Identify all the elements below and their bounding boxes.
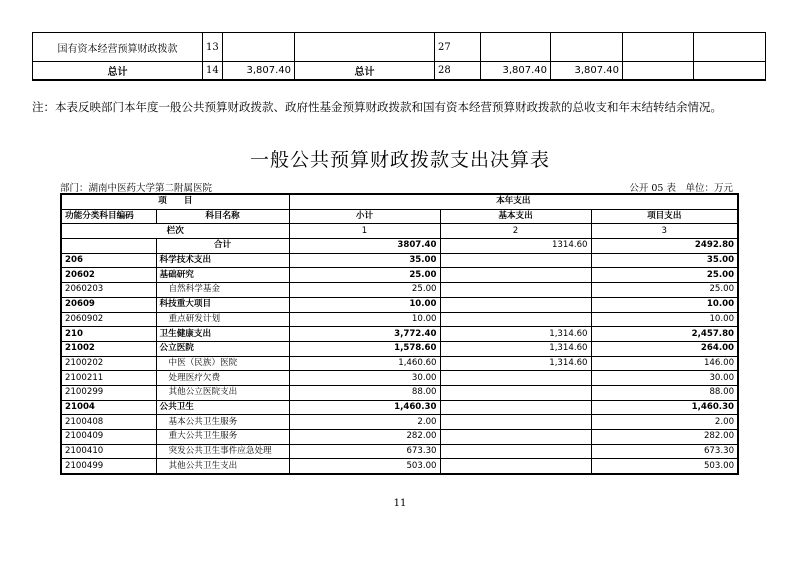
code-cell: 20609 [61, 297, 156, 312]
name-cell: 基础研究 [156, 268, 289, 283]
amount-cell [223, 33, 295, 62]
name-cell: 其他公立医院支出 [156, 385, 289, 400]
subtotal-cell: 35.00 [289, 253, 440, 268]
basic-cell [440, 268, 591, 283]
basic-cell [440, 371, 591, 386]
name-cell: 科技重大项目 [156, 297, 289, 312]
subtotal-cell: 2.00 [289, 415, 440, 430]
subtotal-cell: 503.00 [289, 459, 440, 474]
subtotal-cell: 3807.40 [289, 239, 440, 254]
header-row [61, 194, 738, 209]
department-label: 部门：湖南中医药大学第二附属医院 [60, 183, 213, 194]
table-row [61, 283, 738, 298]
subtotal-cell: 30.00 [289, 371, 440, 386]
project-cell: 2,457.80 [591, 327, 738, 342]
table-row [61, 459, 738, 474]
project-cell: 25.00 [591, 268, 738, 283]
subtotal-cell: 1,578.60 [289, 341, 440, 356]
project-cell: 146.00 [591, 356, 738, 371]
line-number: 28 [435, 62, 481, 81]
project-cell: 503.00 [591, 459, 738, 474]
table-row [61, 312, 738, 327]
line-number: 14 [203, 62, 223, 81]
table-row [61, 444, 738, 459]
basic-cell [440, 312, 591, 327]
code-cell: 21004 [61, 400, 156, 415]
total-label: 总计 [33, 62, 203, 81]
project-cell: 10.00 [591, 297, 738, 312]
empty-cell [623, 33, 694, 62]
code-cell: 2100410 [61, 444, 156, 459]
subtotal-cell: 3,772.40 [289, 327, 440, 342]
amount-cell: 3,807.40 [551, 62, 623, 81]
table-note: 注：本表反映部门本年度一般公共预算财政拨款、政府性基金预算财政拨款和国有资本经营预算财政拨款的总收支和年末结转结余情况。 [32, 100, 722, 114]
empty-cell [481, 33, 551, 62]
code-cell: 2100211 [61, 371, 156, 386]
subtotal-cell: 88.00 [289, 385, 440, 400]
code-cell: 2100409 [61, 430, 156, 445]
code-cell: 2100202 [61, 356, 156, 371]
project-cell: 88.00 [591, 385, 738, 400]
subtotal-cell: 1,460.60 [289, 356, 440, 371]
code-cell: 2100299 [61, 385, 156, 400]
table-row [61, 253, 738, 268]
basic-cell: 1,314.60 [440, 356, 591, 371]
code-cell: 2060902 [61, 312, 156, 327]
basic-cell [440, 459, 591, 474]
subtotal-cell: 10.00 [289, 297, 440, 312]
code-cell: 206 [61, 253, 156, 268]
table-row [61, 430, 738, 445]
name-cell: 公共卫生 [156, 400, 289, 415]
name-cell: 处理医疗欠费 [156, 371, 289, 386]
basic-cell [440, 283, 591, 298]
code-header: 功能分类科目编码 [61, 209, 156, 224]
project-cell: 30.00 [591, 371, 738, 386]
empty-cell [551, 33, 623, 62]
name-cell: 卫生健康支出 [156, 327, 289, 342]
column-number: 1 [289, 224, 440, 239]
project-cell: 2.00 [591, 415, 738, 430]
code-cell [61, 239, 156, 254]
continued-summary-table [32, 32, 766, 81]
column-number: 2 [440, 224, 591, 239]
code-cell: 2060203 [61, 283, 156, 298]
line-number: 13 [203, 33, 223, 62]
subtotal-cell: 10.00 [289, 312, 440, 327]
page-number: 11 [393, 498, 407, 509]
project-cell: 1,460.30 [591, 400, 738, 415]
project-cell: 264.00 [591, 341, 738, 356]
basic-cell: 1314.60 [440, 239, 591, 254]
item-header: 项 目 [61, 194, 289, 209]
project-header: 项目支出 [591, 209, 738, 224]
basic-cell [440, 400, 591, 415]
table-row [61, 341, 738, 356]
table-row [33, 62, 766, 81]
table-row [61, 356, 738, 371]
basic-cell [440, 430, 591, 445]
this-year-header: 本年支出 [289, 194, 738, 209]
table-row [61, 415, 738, 430]
basic-cell [440, 297, 591, 312]
subtotal-header: 小计 [289, 209, 440, 224]
line-number: 27 [435, 33, 481, 62]
table-row [61, 371, 738, 386]
table-row [61, 297, 738, 312]
empty-cell [694, 62, 766, 81]
name-cell: 其他公共卫生支出 [156, 459, 289, 474]
empty-cell [295, 33, 435, 62]
name-cell: 基本公共卫生服务 [156, 415, 289, 430]
project-cell: 2492.80 [591, 239, 738, 254]
subtotal-cell: 25.00 [289, 268, 440, 283]
table-row [33, 33, 766, 62]
basic-cell: 1,314.60 [440, 341, 591, 356]
header-row [61, 209, 738, 224]
name-header: 科目名称 [156, 209, 289, 224]
name-cell: 合计 [156, 239, 289, 254]
basic-header: 基本支出 [440, 209, 591, 224]
name-cell: 突发公共卫生事件应急处理 [156, 444, 289, 459]
name-cell: 科学技术支出 [156, 253, 289, 268]
name-cell: 公立医院 [156, 341, 289, 356]
code-cell: 20602 [61, 268, 156, 283]
form-unit-label: 公开 05 表 单位：万元 [629, 183, 733, 194]
subtotal-cell: 25.00 [289, 283, 440, 298]
name-cell: 重大公共卫生服务 [156, 430, 289, 445]
project-cell: 25.00 [591, 283, 738, 298]
name-cell: 自然科学基金 [156, 283, 289, 298]
table-row [61, 239, 738, 254]
empty-cell [623, 62, 694, 81]
project-cell: 10.00 [591, 312, 738, 327]
code-cell: 2100408 [61, 415, 156, 430]
basic-cell [440, 444, 591, 459]
amount-cell: 3,807.40 [481, 62, 551, 81]
header-row [61, 224, 738, 239]
name-cell: 重点研发计划 [156, 312, 289, 327]
code-cell: 2100499 [61, 459, 156, 474]
name-cell: 中医（民族）医院 [156, 356, 289, 371]
project-cell: 673.30 [591, 444, 738, 459]
row-label: 国有资本经营预算财政拨款 [33, 33, 203, 62]
subtotal-cell: 282.00 [289, 430, 440, 445]
total-label: 总计 [295, 62, 435, 81]
empty-cell [694, 33, 766, 62]
table-row [61, 385, 738, 400]
project-cell: 282.00 [591, 430, 738, 445]
code-cell: 21002 [61, 341, 156, 356]
basic-cell: 1,314.60 [440, 327, 591, 342]
amount-cell: 3,807.40 [223, 62, 295, 81]
table-row [61, 327, 738, 342]
table-row [61, 400, 738, 415]
page-title: 一般公共预算财政拨款支出决算表 [249, 149, 550, 171]
basic-cell [440, 415, 591, 430]
subtotal-cell: 1,460.30 [289, 400, 440, 415]
column-number: 3 [591, 224, 738, 239]
basic-cell [440, 385, 591, 400]
basic-cell [440, 253, 591, 268]
subtotal-cell: 673.30 [289, 444, 440, 459]
expenditure-table [60, 193, 739, 475]
column-no-header: 栏次 [61, 224, 289, 239]
table-row [61, 268, 738, 283]
project-cell: 35.00 [591, 253, 738, 268]
code-cell: 210 [61, 327, 156, 342]
